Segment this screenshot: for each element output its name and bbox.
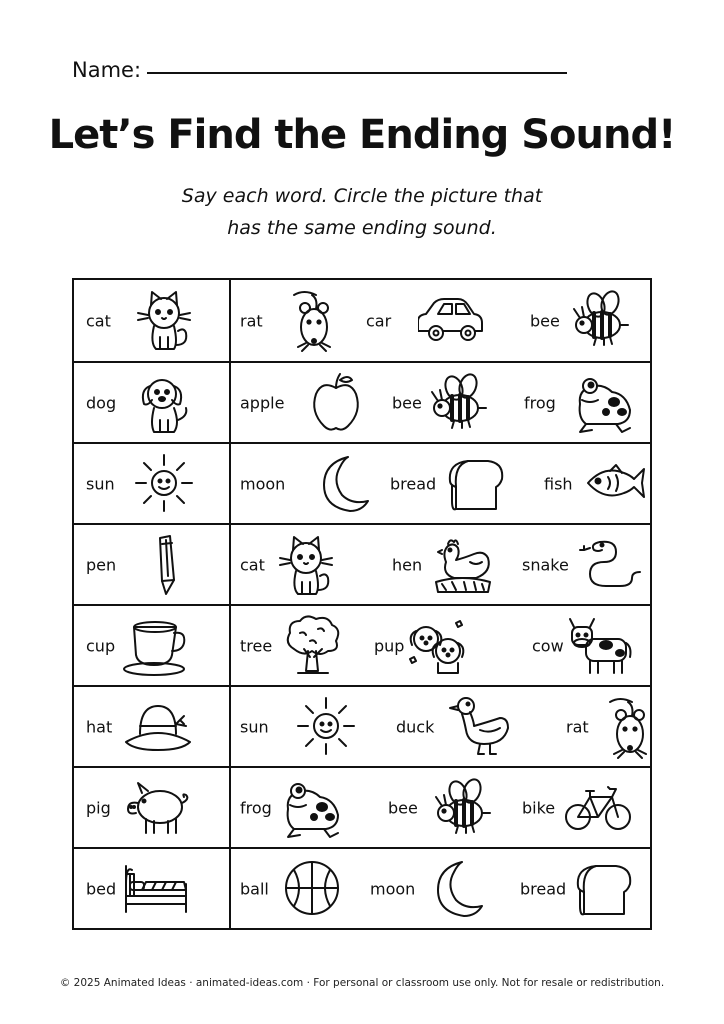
option-word: bee	[392, 393, 422, 412]
pen-icon	[136, 531, 206, 603]
option-word: bee	[530, 311, 560, 330]
worksheet-row	[74, 361, 650, 442]
instruction-line-1: Say each word. Circle the picture that	[181, 185, 543, 207]
bike-icon[interactable]	[564, 774, 634, 846]
column-divider	[229, 280, 231, 361]
column-divider	[229, 525, 231, 604]
ball-icon[interactable]	[280, 855, 350, 927]
snake-icon[interactable]	[576, 531, 646, 603]
target-word: cup	[86, 636, 116, 655]
column-divider	[229, 606, 231, 685]
target-word: pig	[86, 798, 111, 817]
puppies-icon[interactable]	[404, 612, 474, 684]
cow-icon[interactable]	[568, 612, 638, 684]
moon-icon[interactable]	[310, 450, 380, 522]
option-word: tree	[240, 636, 273, 655]
cup-icon	[120, 612, 190, 684]
option-word: frog	[240, 798, 272, 817]
cat-icon[interactable]	[274, 531, 344, 603]
bread-icon[interactable]	[570, 855, 640, 927]
cat-icon	[132, 286, 202, 358]
instructions	[0, 180, 724, 244]
column-divider	[229, 687, 231, 766]
worksheet-row	[74, 685, 650, 766]
option-word: snake	[522, 555, 569, 574]
option-word: moon	[370, 879, 416, 898]
frog-icon[interactable]	[570, 369, 640, 441]
column-divider	[229, 768, 231, 847]
option-word: bike	[522, 798, 556, 817]
column-divider	[229, 849, 231, 928]
fish-icon[interactable]	[580, 450, 650, 522]
target-word: pen	[86, 555, 117, 574]
sun-icon	[132, 450, 202, 522]
dog-icon	[132, 369, 202, 441]
option-word: ball	[240, 879, 269, 898]
option-word: frog	[524, 393, 556, 412]
option-word: hen	[392, 555, 423, 574]
worksheet-grid	[72, 278, 652, 930]
worksheet-row	[74, 766, 650, 847]
option-word: bread	[390, 474, 437, 493]
worksheet-row	[74, 280, 650, 361]
bread-icon[interactable]	[442, 450, 512, 522]
pig-icon	[124, 774, 194, 846]
hat-icon	[122, 693, 192, 765]
option-word: rat	[566, 717, 589, 736]
instruction-line-2: has the same ending sound.	[227, 217, 497, 239]
mouse-icon[interactable]	[282, 286, 352, 358]
option-word: moon	[240, 474, 286, 493]
option-word: bread	[520, 879, 567, 898]
tree-icon[interactable]	[280, 612, 350, 684]
mouse-icon[interactable]	[598, 693, 668, 765]
target-word: hat	[86, 717, 113, 736]
footer-copyright: © 2025 Animated Ideas · animated-ideas.com · For personal or classroom use only. Not for resale or redistribution.	[59, 977, 665, 989]
name-label: Name:	[72, 58, 142, 82]
worksheet-row	[74, 847, 650, 928]
option-word: cow	[532, 636, 564, 655]
target-word: sun	[86, 474, 115, 493]
worksheet-row	[74, 604, 650, 685]
column-divider	[229, 444, 231, 523]
bed-icon	[122, 855, 192, 927]
duck-icon[interactable]	[448, 693, 518, 765]
sun-icon[interactable]	[294, 693, 364, 765]
moon-icon[interactable]	[424, 855, 494, 927]
option-word: bee	[388, 798, 418, 817]
target-word: cat	[86, 311, 111, 330]
page-title: Let’s Find the Ending Sound!	[48, 112, 676, 158]
option-word: rat	[240, 311, 263, 330]
bee-icon[interactable]	[426, 369, 496, 441]
column-divider	[229, 363, 231, 442]
option-word: duck	[396, 717, 435, 736]
worksheet-row	[74, 442, 650, 523]
option-word: sun	[240, 717, 269, 736]
option-word: car	[366, 311, 392, 330]
target-word: dog	[86, 393, 117, 412]
bee-icon[interactable]	[430, 774, 500, 846]
name-blank-line[interactable]	[147, 72, 567, 74]
option-word: pup	[374, 636, 405, 655]
option-word: fish	[544, 474, 573, 493]
apple-icon[interactable]	[304, 369, 374, 441]
worksheet-row	[74, 523, 650, 604]
bee-icon[interactable]	[568, 286, 638, 358]
hen-icon[interactable]	[430, 531, 500, 603]
option-word: apple	[240, 393, 285, 412]
option-word: cat	[240, 555, 265, 574]
target-word: bed	[86, 879, 117, 898]
frog-icon[interactable]	[278, 774, 348, 846]
name-field[interactable]	[72, 58, 567, 82]
car-icon[interactable]	[418, 286, 488, 358]
